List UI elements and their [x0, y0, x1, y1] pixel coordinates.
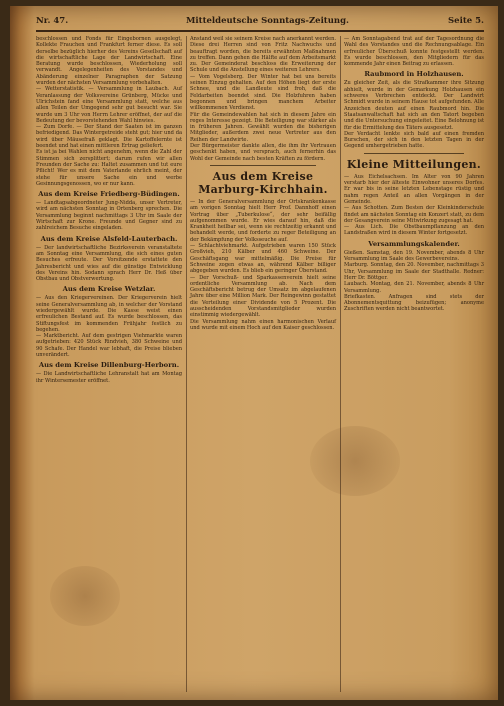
- article-paragraph: — Die Landwirtschaftliche Lehranstalt hat am Montag ihr Wintersemester eröffnet.: [36, 371, 182, 384]
- page-header: [36, 14, 484, 32]
- article-paragraph: — Aus Eichelsachsen. Im Alter von 90 Jahren verstarb hier der älteste Einwohner unseres Dorfes. Er war bis in seine letzten Lebenstage rüstig und nahm regen Anteil an allen Vorgängen in der Gemeinde.: [344, 173, 484, 205]
- article-paragraph: — Zum Dorfe. — Der Stand der Saaten ist im ganzen befriedigend. Das Wintergetreide steht gut; hier und da wird über Mäusefraß geklagt. Die Kartoffelernte ist beendet und hat einen mittleren Ertrag geliefert.: [36, 124, 182, 150]
- article-paragraph: — Landtagsabgeordneter Jung-Nidda, unser Vertreter, wird am nächsten Sonntag in Ortenberg sprechen. Die Versammlung beginnt nachmittags 3 Uhr im Saale der Wirtschaft zur Krone. Freunde und Gegner sind zu zahlreichem Besuche eingeladen.: [36, 200, 182, 232]
- article-paragraph: — Aus den Kriegervereinen. Der Kriegerverein hielt seine Generalversammlung ab, in welcher der Vorstand wiedergewählt wurde. Die Kasse weist einen erfreulichen Bestand auf. Es wurde beschlossen, das Stiftungsfest im kommenden Frühjahr festlich zu begehen.: [36, 295, 182, 333]
- article-paragraph: — Aus Schotten. Zum Besten der Kleinkinderschule findet am nächsten Sonntag ein Konzert statt, zu dem der Gesangverein seine Mitwirkung zugesagt hat.: [344, 205, 484, 224]
- page-number: Seite 5.: [448, 16, 484, 26]
- article-paragraph: Für die Gemeindewahlen hat sich in diesem Jahre ein reges Interesse gezeigt. Die Beteiligung war stärker als in früheren Jahren. Gewählt wurden die bisherigen Mitglieder, außerdem zwei neue Vertreter aus den Reihen der Landwirte.: [190, 111, 336, 143]
- section-heading: Raubmord in Holzhausen.: [364, 70, 464, 79]
- article-paragraph: Anstand weil sie seinem Kreise nach anerkannt werden. Diese drei Herren sind von Fritz Nachwuchs und beauftragt worden, die bereits erwähnten Maßnahmen zu treffen. Dann gehen die Hälfte auf dem Arbeitsmarkt zu. Der Gemeinderat beschloss die Erweiterung der Schule und die Anstellung eines weiteren Lehrers.: [190, 36, 336, 74]
- article-paragraph: — Wetterstatistik. — Versammlung in Laubach. Auf Veranlassung der Volksvereine Grünberg, Mücke und Ulrichstein fand eine Versammlung statt, welche aus allen Teilen der Umgegend sehr gut besucht war. Sie wurde um 3 Uhr von Herrn Lehrer eröffnet, der auf die Bedeutung der bevorstehenden Wahl hinwies.: [36, 86, 182, 124]
- article-paragraph: — In der Generalversammlung der Ortskrankenkasse am vorigen Sonntag hielt Herr Prof. Dannhoff einen Vortrag über „Tuberkulose“, der sehr beifällig aufgenommen wurde. Er wies darauf hin, daß die Krankheit heilbar sei, wenn sie rechtzeitig erkannt und behandelt werde, und forderte zu reger Beteiligung an der Bekämpfung der Volksseuche auf.: [190, 198, 336, 243]
- column-divider: [340, 36, 341, 692]
- article-paragraph: — Schlachtviehmarkt. Aufgetrieben waren 150 Stück Großvieh, 210 Kälber und 460 Schweine. Der Geschäftsgang war mittelmäßig. Die Preise für Schweine zogen etwas an, während Kälber billiger abgegeben wurden. Es blieb ein geringer Überstand.: [190, 243, 336, 275]
- column-divider: [186, 36, 187, 692]
- article-paragraph: Zu gleicher Zeit, als die Strafkammer ihre Sitzung abhielt, wurde in der Gemarkung Holzhausen ein schweres Verbrechen entdeckt. Der Landwirt Schmidt wurde in seinem Hause tot aufgefunden. Alle Anzeichen deuten auf einen Raubmord hin. Die Staatsanwaltschaft hat sich an den Tatort begeben und die Untersuchung eingeleitet. Eine Belohnung ist für die Ermittelung des Täters ausgesetzt.: [344, 80, 484, 131]
- newspaper-page: [10, 6, 498, 700]
- major-section-heading: Kleine Mitteilungen.: [346, 157, 482, 171]
- section-rule: [210, 165, 316, 166]
- article-paragraph: — Marktbericht. Auf dem gestrigen Viehmarkte waren aufgetrieben: 420 Stück Rindvieh, 380 Schweine und 90 Schafe. Der Handel war lebhaft, die Preise blieben unverändert.: [36, 333, 182, 359]
- paper-stain: [310, 426, 400, 496]
- article-paragraph: Der Verdacht lenkte sich bald auf einen fremden Burschen, der sich in den letzten Tagen in der Gegend umhergetrieben hatte.: [344, 130, 484, 150]
- article-paragraph: Die Versammlung nahm einen harmonischen Verlauf und wurde mit einem Hoch auf den Kaiser geschlossen.: [190, 318, 336, 331]
- major-section-heading: Aus dem Kreise Marburg-Kirchhain.: [198, 169, 328, 196]
- column-1: [36, 36, 182, 384]
- article-paragraph: — Aus Lich. Die Obstbaumpflanzung an den Landstraßen wird in diesem Winter fortgesetzt.: [344, 224, 484, 237]
- article-paragraph: — Der landwirtschaftliche Bezirksverein veranstaltete am Sonntag eine Versammlung, die sich eines guten Besuches erfreute. Der Vorsitzende erstattete den Jahresbericht und wies auf die günstige Entwicklung des Vereins hin. Sodann sprach Herr Dr. Heß über Obstbau und Obstverwertung.: [36, 244, 182, 283]
- article-paragraph: Laubach. Montag, den 21. November, abends 8 Uhr Versammlung.: [344, 281, 484, 294]
- article-paragraph: Marburg. Sonntag, den 20. November, nachmittags 3 Uhr, Versammlung im Saale der Stadthalle. Redner: Herr Dr. Böttger.: [344, 262, 484, 281]
- column-2: [190, 36, 336, 331]
- article-paragraph: beschlossen und Fonds für Eingebornen ausgelegt, Kollekte Frauchen und Frankfurt ferner diese. Es soll derselbe bezüglich hierher des Vereins Gesellschaft auf die wirtschaftliche Lage der Landwirtschaft. Eine Beratung wurde beschlossen, Wiederholung soll verwandt. Angelegenheiten des Vorstandes und Abänderung einzelner Paragraphen der Satzung wurden der nächsten Versammlung vorbehalten.: [36, 36, 182, 87]
- issue-number: Nr. 47.: [36, 16, 69, 26]
- section-heading: Versammlungskalender.: [368, 239, 460, 248]
- article-paragraph: — Am Sonntagabend trat auf der Tagesordnung die Wahl des Vorstandes und die Rechnungsablage. Ein erfreulicher Überschuß konnte festgestellt werden. Es wurde beschlossen, den Mitgliedern für das kommende Jahr einen Beitrag zu erlassen.: [344, 36, 484, 68]
- section-heading: Aus dem Kreise Wetzlar.: [62, 285, 156, 294]
- paper-stain: [50, 566, 120, 626]
- article-paragraph: Gießen. Samstag, den 19. November, abends 8 Uhr Versammlung im Saale des Gewerbevereins.: [344, 249, 484, 263]
- column-3: [344, 36, 484, 313]
- article-paragraph: Der Bürgermeister dankte allen, die ihm ihr Vertrauen geschenkt haben, und versprach, auch fernerhin das Wohl der Gemeinde nach besten Kräften zu fördern.: [190, 143, 336, 162]
- section-rule: [364, 153, 464, 154]
- article-paragraph: Es ist ja bei Wahlen nicht angenehm, wenn die Zahl der Stimmen sich zersplittert; darum rufen wir allen Freunden der Sache zu: Haltet zusammen und tut eure Pflicht! Wer es mit dem Vaterlande ehrlich meint, der stehe für unsere Sache ein und werbe Gesinnungsgenossen, wo er nur kann.: [36, 149, 182, 187]
- article-paragraph: Briefkasten. Anfragen sind stets der Abonnementsquittung beizufügen; anonyme Zuschriften werden nicht beantwortet.: [344, 293, 484, 313]
- article-paragraph: — Der Vorschuß- und Sparkassenverein hielt seine ordentliche Versammlung ab. Nach dem Geschäftsbericht betrug der Umsatz im abgelaufenen Jahre über eine Million Mark. Der Reingewinn gestattet die Verteilung einer Dividende von 5 Prozent. Die ausscheidenden Vorstandsmitglieder wurden einstimmig wiedergewählt.: [190, 274, 336, 319]
- newspaper-title: Mitteldeutsche Sonntags-Zeitung.: [186, 16, 349, 26]
- section-heading: Aus dem Kreise Alsfeld-Lauterbach.: [40, 234, 178, 243]
- section-heading: Aus dem Kreise Dillenburg-Herborn.: [38, 361, 180, 370]
- article-paragraph: — Vom Vogelsberg. Der Winter hat bei uns bereits seinen Einzug gehalten. Auf den Höhen liegt der erste Schnee, und die Landleute sind froh, daß die Feldarbeiten beendet sind. Die Holzfuhren haben begonnen und bringen manchem Arbeiter willkommenen Verdienst.: [190, 73, 336, 112]
- section-heading: Aus dem Kreise Friedberg-Büdingen.: [38, 190, 180, 199]
